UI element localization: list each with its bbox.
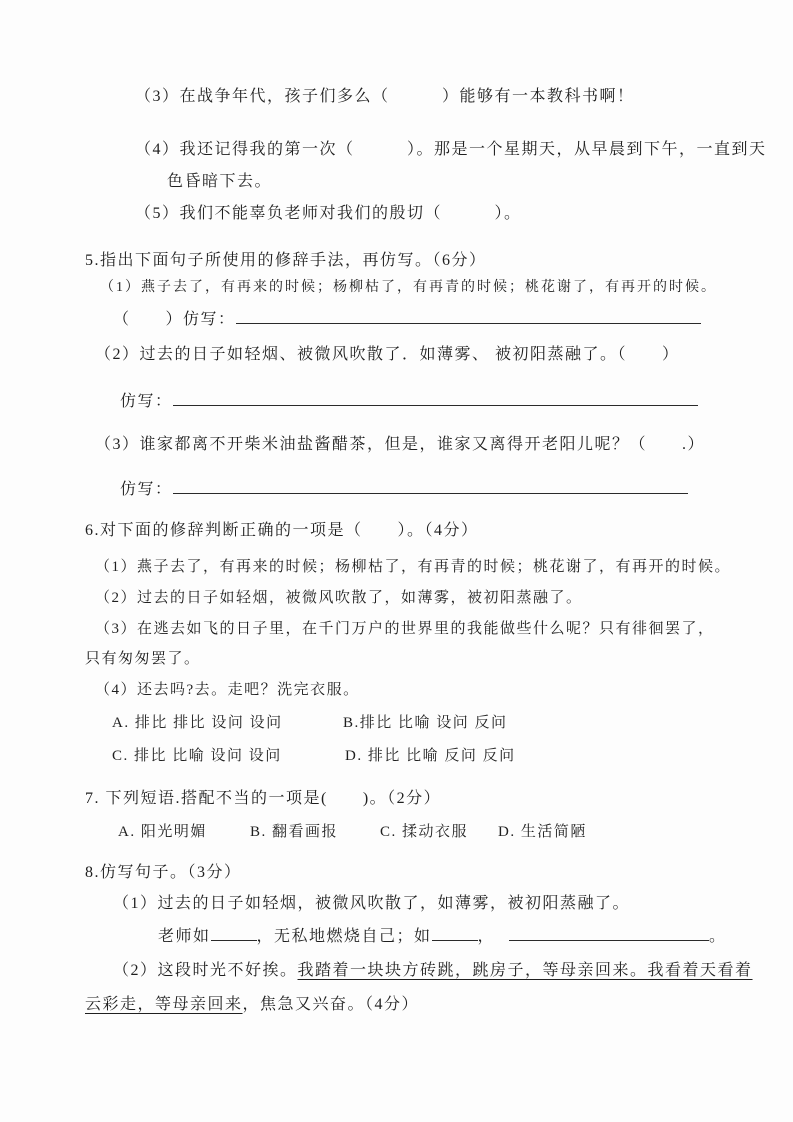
q6-option-d: D. 排比 比喻 反问 反问	[345, 748, 516, 764]
q6-item2: （2）过去的日子如轻烟，被微风吹散了，如薄雾，被初阳蒸融了。	[95, 590, 583, 606]
q8-item1: （1）过去的日子如轻烟，被微风吹散了，如薄雾，被初阳蒸融了。	[113, 895, 631, 912]
q4-item3: （3）在战争年代，孩子们多么（ ）能够有一本教科书啊！	[135, 88, 635, 105]
q5-item2: （2）过去的日子如轻烟、被微风吹散了．如薄雾、 被初阳蒸融了。（ ）	[95, 346, 680, 363]
q5-item1-answer-prefix: （ ）仿写：	[113, 311, 236, 328]
q7-option-c: C. 揉动衣服	[380, 824, 469, 840]
q4-item4-line1: （4）我还记得我的第一次（ ）。那是一个星期天，从早晨到下午，一直到天	[135, 141, 767, 158]
q8-item2-line1	[113, 960, 753, 982]
q6-option-a: A. 排比 排比 设问 设问	[112, 715, 283, 731]
q6-option-b: B.排比 比喻 设问 反问	[343, 715, 508, 731]
q8-fill-mid: ，无私地燃烧自己；如	[256, 928, 432, 945]
q5-copy-label: 仿写：	[120, 393, 173, 410]
answer-blank-line	[236, 308, 701, 324]
q8-fill-comma: ，	[477, 928, 496, 945]
q7-option-a: A. 阳光明媚	[118, 824, 207, 840]
q8-fill-period: 。	[709, 928, 727, 945]
q7-option-b: B. 翻看画报	[250, 824, 339, 840]
fill-blank	[432, 927, 478, 941]
q4-item4-line2: 色昏暗下去。	[167, 173, 273, 190]
q6-item3-line1: （3）在逃去如飞的日子里，在千门万户的世界里的我能做些什么呢？只有徘徊罢了，	[95, 621, 715, 637]
q5-item1: （1）燕子去了，有再来的时候；杨柳枯了，有再青的时候；桃花谢了，有再开的时候。	[100, 280, 717, 295]
q5-header: 5.指出下面句子所使用的修辞手法，再仿写。（6分）	[85, 252, 487, 269]
q7-header: 7. 下列短语.搭配不当的一项是( )。（2分）	[85, 790, 442, 807]
q6-option-c: C. 排比 比喻 设问 设问	[112, 748, 282, 764]
q8-item2-post: ，焦急又兴奋。（4分）	[242, 996, 420, 1013]
q6-item3-line2: 只有匆匆罢了。	[85, 651, 201, 667]
answer-blank-line	[173, 390, 698, 406]
fill-blank	[211, 927, 257, 941]
q5-item2-answer	[120, 390, 698, 413]
answer-blank-line	[173, 478, 688, 494]
q8-fill-pre: 老师如	[158, 928, 211, 945]
fill-blank	[509, 927, 709, 941]
q7-option-d: D. 生活简陋	[498, 824, 587, 840]
q5-item1-answer	[113, 308, 701, 331]
q8-item2-pre: （2）这段时光不好挨。	[113, 962, 298, 979]
q6-header: 6.对下面的修辞判断正确的一项是（ ）。（4分）	[85, 522, 479, 539]
q4-item5: （5）我们不能辜负老师对我们的殷切（ ）。	[135, 205, 522, 222]
q8-header: 8.仿写句子。（3分）	[85, 864, 242, 881]
q6-item4: （4）还去吗?去。走吧？洗完衣服。	[95, 682, 360, 698]
q5-item3-answer	[120, 478, 688, 501]
q8-item2-line2	[85, 994, 419, 1016]
q5-copy-label: 仿写：	[120, 481, 173, 498]
q5-item3: （3）谁家都离不开柴米油盐酱醋茶，但是，谁家又离得开老阳儿呢？（ .）	[95, 436, 706, 453]
q8-item2-underlined-1: 我踏着一块块方砖跳，跳房子，等母亲回来。我看着天看着	[297, 962, 753, 979]
q6-item1: （1）燕子去了，有再来的时候；杨柳枯了，有再青的时候；桃花谢了，有再开的时候。	[95, 559, 732, 575]
q8-item2-underlined-2: 云彩走，等母亲回来	[85, 996, 243, 1013]
q8-item1-fill	[158, 926, 727, 948]
